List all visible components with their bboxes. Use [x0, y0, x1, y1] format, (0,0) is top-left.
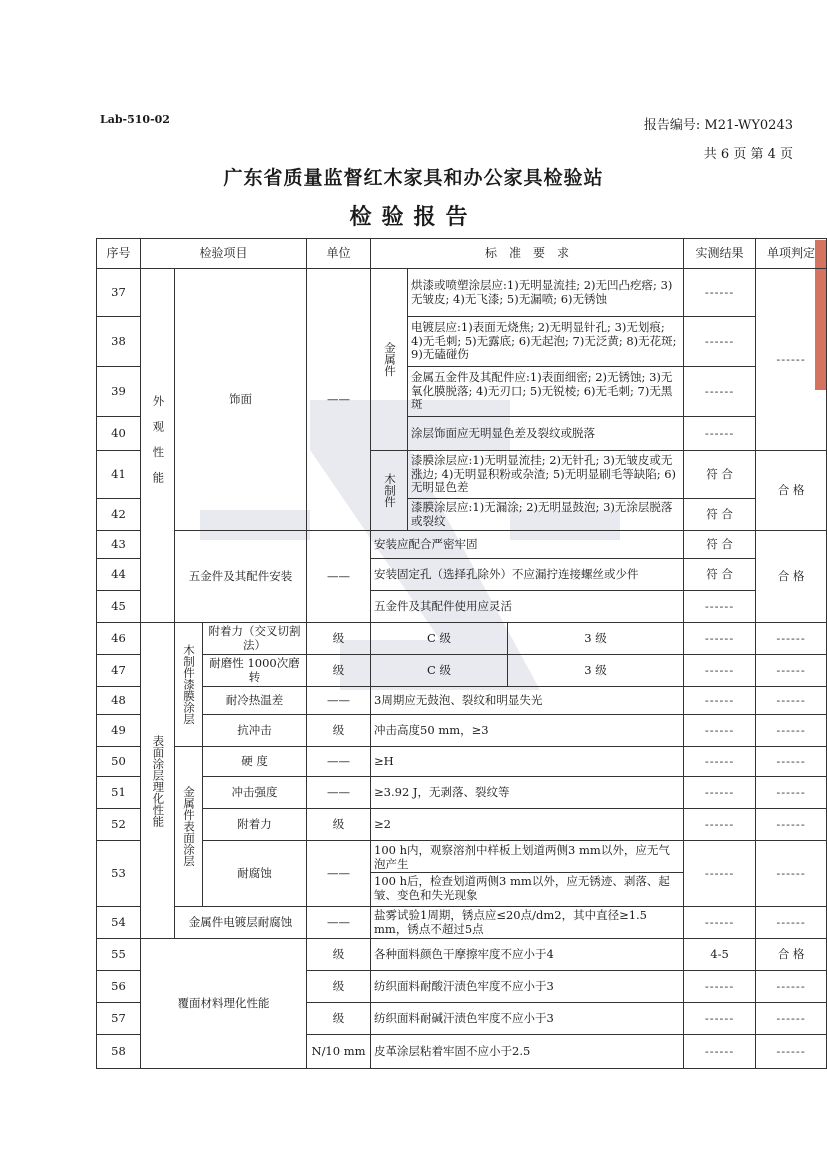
- verdict: ------: [756, 809, 827, 841]
- result: ------: [684, 655, 756, 687]
- requirement-b: 100 h后，检查划道两侧3 mm以外，应无锈迹、剥落、起皱、变色和失光现象: [374, 874, 670, 902]
- table-row: [97, 809, 827, 841]
- report-title: 检验报告: [349, 205, 478, 230]
- result: 4-5: [684, 939, 756, 971]
- result: ------: [684, 777, 756, 809]
- group-metal: 金属件: [371, 269, 408, 451]
- group-metal-surface: 金属件表面涂层: [175, 747, 203, 907]
- table-row: [97, 531, 827, 559]
- unit: ——: [307, 907, 371, 939]
- col-result: 实测结果: [684, 239, 756, 269]
- group-appearance: 外观性能: [141, 269, 175, 623]
- result: ------: [684, 591, 756, 623]
- table-row: [97, 747, 827, 777]
- unit: ——: [307, 687, 371, 715]
- col-verdict: 单项判定: [756, 239, 827, 269]
- row-no: 56: [97, 971, 141, 1003]
- result: ------: [684, 747, 756, 777]
- unit-cell: ——: [307, 269, 371, 531]
- table-row: [97, 841, 827, 907]
- verdict: ------: [756, 1035, 827, 1069]
- requirement-a: C 级: [371, 655, 508, 687]
- result: ------: [684, 907, 756, 939]
- col-unit: 单位: [307, 239, 371, 269]
- unit: 级: [307, 971, 371, 1003]
- col-seq: 序号: [97, 239, 141, 269]
- group-finish: 饰面: [175, 269, 307, 531]
- row-no: 45: [97, 591, 141, 623]
- unit: ——: [307, 841, 371, 907]
- unit: ——: [307, 747, 371, 777]
- lab-code: Lab-510-02: [100, 113, 170, 126]
- unit-cell: ——: [307, 531, 371, 623]
- requirement: 电镀层应:1)表面无烧焦; 2)无明显针孔; 3)无划痕; 4)无毛刺; 5)无露底; 6)无起泡; 7)无泛黄; 8)无花斑; 9)无磕碰伤: [408, 317, 684, 367]
- verdict: ------: [756, 715, 827, 747]
- row-no: 52: [97, 809, 141, 841]
- row-no: 40: [97, 417, 141, 451]
- result: ------: [684, 841, 756, 907]
- report-number: 报告编号: M21-WY0243: [643, 118, 793, 133]
- requirement-a: C 级: [371, 623, 508, 655]
- result: 符 合: [684, 559, 756, 591]
- item: 附着力: [203, 809, 307, 841]
- item: 金属件电镀层耐腐蚀: [175, 907, 307, 939]
- group-wood: 木制件: [371, 451, 408, 531]
- organization-name: 广东省质量监督红木家具和办公家具检验站: [223, 167, 604, 189]
- row-no: 58: [97, 1035, 141, 1069]
- result: ------: [684, 417, 756, 451]
- table-row: [97, 623, 827, 655]
- result: ------: [684, 1035, 756, 1069]
- verdict: ------: [756, 1003, 827, 1035]
- row-no: 51: [97, 777, 141, 809]
- unit: 级: [307, 623, 371, 655]
- col-item: 检验项目: [141, 239, 307, 269]
- verdict: ------: [756, 269, 827, 451]
- unit: 级: [307, 1003, 371, 1035]
- requirement-b: 3 级: [508, 655, 684, 687]
- requirement: 各种面料颜色干摩擦牢度不应小于4: [371, 939, 684, 971]
- group-coating: 表面涂层理化性能: [141, 623, 175, 939]
- verdict: ------: [756, 907, 827, 939]
- row-no: 38: [97, 317, 141, 367]
- row-no: 37: [97, 269, 141, 317]
- row-no: 43: [97, 531, 141, 559]
- row-no: 41: [97, 451, 141, 499]
- requirement-b: 3 级: [508, 623, 684, 655]
- page-info: 共 6 页 第 4 页: [703, 147, 793, 162]
- table-row: [97, 777, 827, 809]
- table-row: [97, 939, 827, 971]
- table-row: [97, 687, 827, 715]
- row-no: 44: [97, 559, 141, 591]
- result: ------: [684, 317, 756, 367]
- requirement: 五金件及其配件使用应灵活: [371, 591, 684, 623]
- row-no: 53: [97, 841, 141, 907]
- item: 耐冷热温差: [203, 687, 307, 715]
- requirement: 金属五金件及其配件应:1)表面细密; 2)无锈蚀; 3)无氧化膜脱落; 4)无刃口; 5)无锐棱; 6)无毛刺; 7)无黑斑: [408, 367, 684, 417]
- row-no: 47: [97, 655, 141, 687]
- verdict: ------: [756, 971, 827, 1003]
- item: 耐磨性 1000次磨转: [203, 655, 307, 687]
- unit: 级: [307, 715, 371, 747]
- requirement: ≥H: [371, 747, 684, 777]
- verdict: 合 格: [756, 939, 827, 971]
- verdict: ------: [756, 687, 827, 715]
- group-hardware: 五金件及其配件安装: [175, 531, 307, 623]
- requirement: 涂层饰面应无明显色差及裂纹或脱落: [408, 417, 684, 451]
- result: ------: [684, 971, 756, 1003]
- requirement-a: 100 h内，观察溶剂中样板上划道两侧3 mm以外，应无气泡产生: [371, 842, 683, 873]
- verdict: ------: [756, 655, 827, 687]
- table-row: [97, 655, 827, 687]
- requirement: 皮革涂层粘着牢固不应小于2.5: [371, 1035, 684, 1069]
- verdict: 合 格: [756, 531, 827, 623]
- item: 附着力（交叉切割法）: [203, 623, 307, 655]
- requirement: 3周期应无鼓泡、裂纹和明显失光: [371, 687, 684, 715]
- row-no: 57: [97, 1003, 141, 1035]
- result: 符 合: [684, 499, 756, 531]
- verdict: ------: [756, 747, 827, 777]
- result: ------: [684, 687, 756, 715]
- result: ------: [684, 715, 756, 747]
- result: 符 合: [684, 451, 756, 499]
- header-row: [97, 239, 827, 269]
- inspection-table: [96, 238, 827, 1069]
- row-no: 55: [97, 939, 141, 971]
- result: 符 合: [684, 531, 756, 559]
- row-no: 39: [97, 367, 141, 417]
- item: 耐腐蚀: [203, 841, 307, 907]
- row-no: 46: [97, 623, 141, 655]
- row-no: 49: [97, 715, 141, 747]
- result: ------: [684, 809, 756, 841]
- col-requirement: 标 准 要 求: [371, 239, 684, 269]
- table-row: [97, 907, 827, 939]
- requirement: 烘漆或喷塑涂层应:1)无明显流挂; 2)无凹凸疙瘩; 3)无皱皮; 4)无飞漆; 5)无漏喷; 6)无锈蚀: [408, 269, 684, 317]
- requirement: 安装固定孔（选择孔除外）不应漏拧连接螺丝或少件: [371, 559, 684, 591]
- requirement: 漆膜涂层应:1)无漏涂; 2)无明显鼓泡; 3)无涂层脱落或裂纹: [408, 499, 684, 531]
- result: ------: [684, 1003, 756, 1035]
- requirement: 纺织面料耐碱汗渍色牢度不应小于3: [371, 1003, 684, 1035]
- unit: 级: [307, 809, 371, 841]
- result: ------: [684, 269, 756, 317]
- verdict: 合 格: [756, 451, 827, 531]
- requirement: 冲击高度50 mm，≥3: [371, 715, 684, 747]
- table-row: [97, 715, 827, 747]
- group-wood-paint: 木制件漆膜涂层: [175, 623, 203, 747]
- table-row: [97, 269, 827, 317]
- requirement: 盐雾试验1周期，锈点应≤20点/dm2，其中直径≥1.5 mm，锈点不超过5点: [371, 907, 684, 939]
- result: ------: [684, 367, 756, 417]
- row-no: 42: [97, 499, 141, 531]
- unit: N/10 mm: [307, 1035, 371, 1069]
- requirement: 纺织面料耐酸汗渍色牢度不应小于3: [371, 971, 684, 1003]
- row-no: 50: [97, 747, 141, 777]
- unit: 级: [307, 939, 371, 971]
- unit: 级: [307, 655, 371, 687]
- row-no: 54: [97, 907, 141, 939]
- item: 冲击强度: [203, 777, 307, 809]
- group-cover: 覆面材料理化性能: [141, 939, 307, 1069]
- item: 抗冲击: [203, 715, 307, 747]
- requirement: 安装应配合严密牢固: [371, 531, 684, 559]
- requirement: 漆膜涂层应:1)无明显流挂; 2)无针孔; 3)无皱皮或无涨边; 4)无明显积粉或杂渣; 5)无明显刷毛等缺陷; 6)无明显色差: [408, 451, 684, 499]
- verdict: ------: [756, 777, 827, 809]
- unit: ——: [307, 777, 371, 809]
- requirement: ≥3.92 J，无剥落、裂纹等: [371, 777, 684, 809]
- row-no: 48: [97, 687, 141, 715]
- requirement: [371, 841, 684, 907]
- item: 硬 度: [203, 747, 307, 777]
- verdict: ------: [756, 623, 827, 655]
- verdict: ------: [756, 841, 827, 907]
- requirement: ≥2: [371, 809, 684, 841]
- result: ------: [684, 623, 756, 655]
